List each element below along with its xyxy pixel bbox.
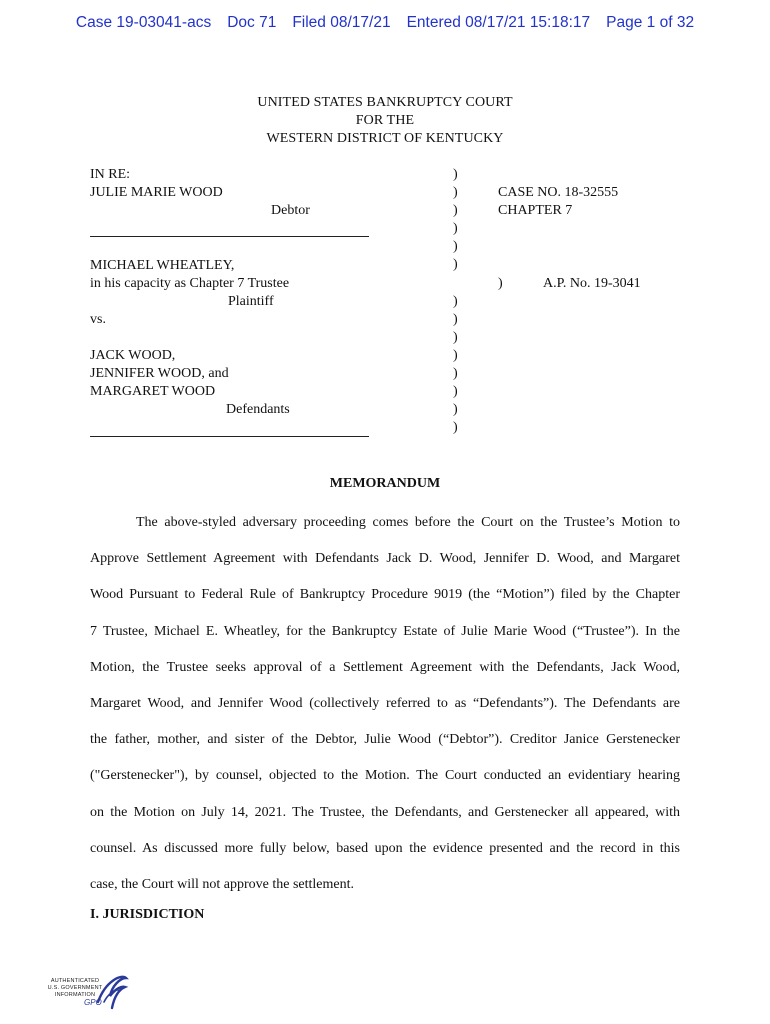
caption-defendant-jennifer: JENNIFER WOOD, and (90, 366, 229, 381)
caption-ap-paren: ) (498, 276, 503, 291)
body-line: the father, mother, and sister of the Debtor, Julie Wood (“Debtor”). Creditor Janice Gerstenecker (90, 732, 680, 748)
memorandum-title: MEMORANDUM (329, 476, 441, 491)
court-heading (0, 94, 770, 148)
court-district: WESTERN DISTRICT OF KENTUCKY (266, 131, 504, 146)
doc-number: Doc 71 (227, 14, 277, 31)
gpo-authenticated-logo (44, 968, 134, 1018)
case-number: Case 19-03041-acs (75, 14, 212, 31)
body-line: case, the Court will not approve the settlement. (90, 877, 354, 893)
filed-date: Filed 08/17/21 (292, 14, 391, 31)
body-line: Approve Settlement Agreement with Defendants Jack D. Wood, Jennifer D. Wood, and Margaret (90, 551, 680, 567)
caption-debtor-label: Debtor (271, 203, 310, 218)
body-line: Wood Pursuant to Federal Rule of Bankruptcy Procedure 9019 (the “Motion”) filed by the Chapter (90, 587, 680, 603)
caption-paren: ) (453, 185, 458, 200)
body-line: ("Gerstenecker"), by counsel, objected to the Motion. The Court conducted an evidentiary hearing (90, 768, 680, 784)
caption-paren: ) (453, 167, 458, 182)
caption-debtor-name: JULIE MARIE WOOD (90, 185, 223, 200)
body-line: Margaret Wood, and Jennifer Wood (collectively referred to as “Defendants”). The Defendants are (90, 696, 680, 712)
body-line: 7 Trustee, Michael E. Wheatley, for the Bankruptcy Estate of Julie Marie Wood (“Trustee”). In the (90, 623, 680, 639)
logo-text-line: INFORMATION (54, 992, 96, 998)
body-line: counsel. As discussed more fully below, based upon the evidence presented and the record in this (90, 840, 680, 856)
eagle-icon (92, 972, 130, 1014)
caption-paren: ) (453, 348, 458, 363)
court-for-the: FOR THE (355, 113, 415, 128)
body-line: on the Motion on July 14, 2021. The Trustee, the Defendants, and Gerstenecker all appeared, with (90, 804, 680, 820)
caption-chapter: CHAPTER 7 (498, 203, 573, 218)
gpo-mark: GPO (84, 998, 102, 1007)
caption-paren: ) (453, 312, 458, 327)
caption-paren: ) (453, 330, 458, 345)
caption-plaintiff-label: Plaintiff (228, 294, 274, 309)
entered-date: Entered 08/17/21 15:18:17 (406, 14, 591, 31)
body-line: The above-styled adversary proceeding comes before the Court on the Trustee’s Motion to (136, 515, 680, 530)
caption-paren: ) (453, 420, 458, 435)
section-heading-jurisdiction: I. JURISDICTION (90, 907, 205, 922)
memorandum-body (90, 505, 680, 903)
page-indicator: Page 1 of 32 (606, 14, 695, 31)
caption-paren: ) (453, 221, 458, 236)
caption-paren: ) (453, 294, 458, 309)
caption-paren: ) (453, 402, 458, 417)
caption-paren: ) (453, 384, 458, 399)
caption-divider (90, 236, 369, 237)
caption-divider-bottom (90, 436, 369, 437)
caption-paren: ) (453, 257, 458, 272)
caption-defendant-margaret: MARGARET WOOD (90, 384, 216, 399)
caption-vs: vs. (90, 312, 106, 327)
caption-ap-number: A.P. No. 19-3041 (543, 276, 641, 291)
caption-case-no: CASE NO. 18-32555 (498, 185, 619, 200)
caption-paren: ) (453, 203, 458, 218)
logo-text-line: AUTHENTICATED (50, 978, 100, 984)
filing-header (0, 14, 770, 32)
caption-plaintiff-capacity: in his capacity as Chapter 7 Trustee (90, 276, 290, 291)
caption-defendants-label: Defendants (226, 402, 290, 417)
caption-in-re: IN RE: (90, 167, 131, 182)
caption-paren: ) (453, 239, 458, 254)
logo-text-line: U.S. GOVERNMENT (47, 985, 103, 991)
court-name: UNITED STATES BANKRUPTCY COURT (257, 95, 513, 110)
caption-defendant-jack: JACK WOOD, (90, 348, 176, 363)
caption-plaintiff-name: MICHAEL WHEATLEY, (90, 258, 235, 273)
caption-paren: ) (453, 366, 458, 381)
body-line: Motion, the Trustee seeks approval of a Settlement Agreement with the Defendants, Jack Wood, (90, 659, 680, 675)
